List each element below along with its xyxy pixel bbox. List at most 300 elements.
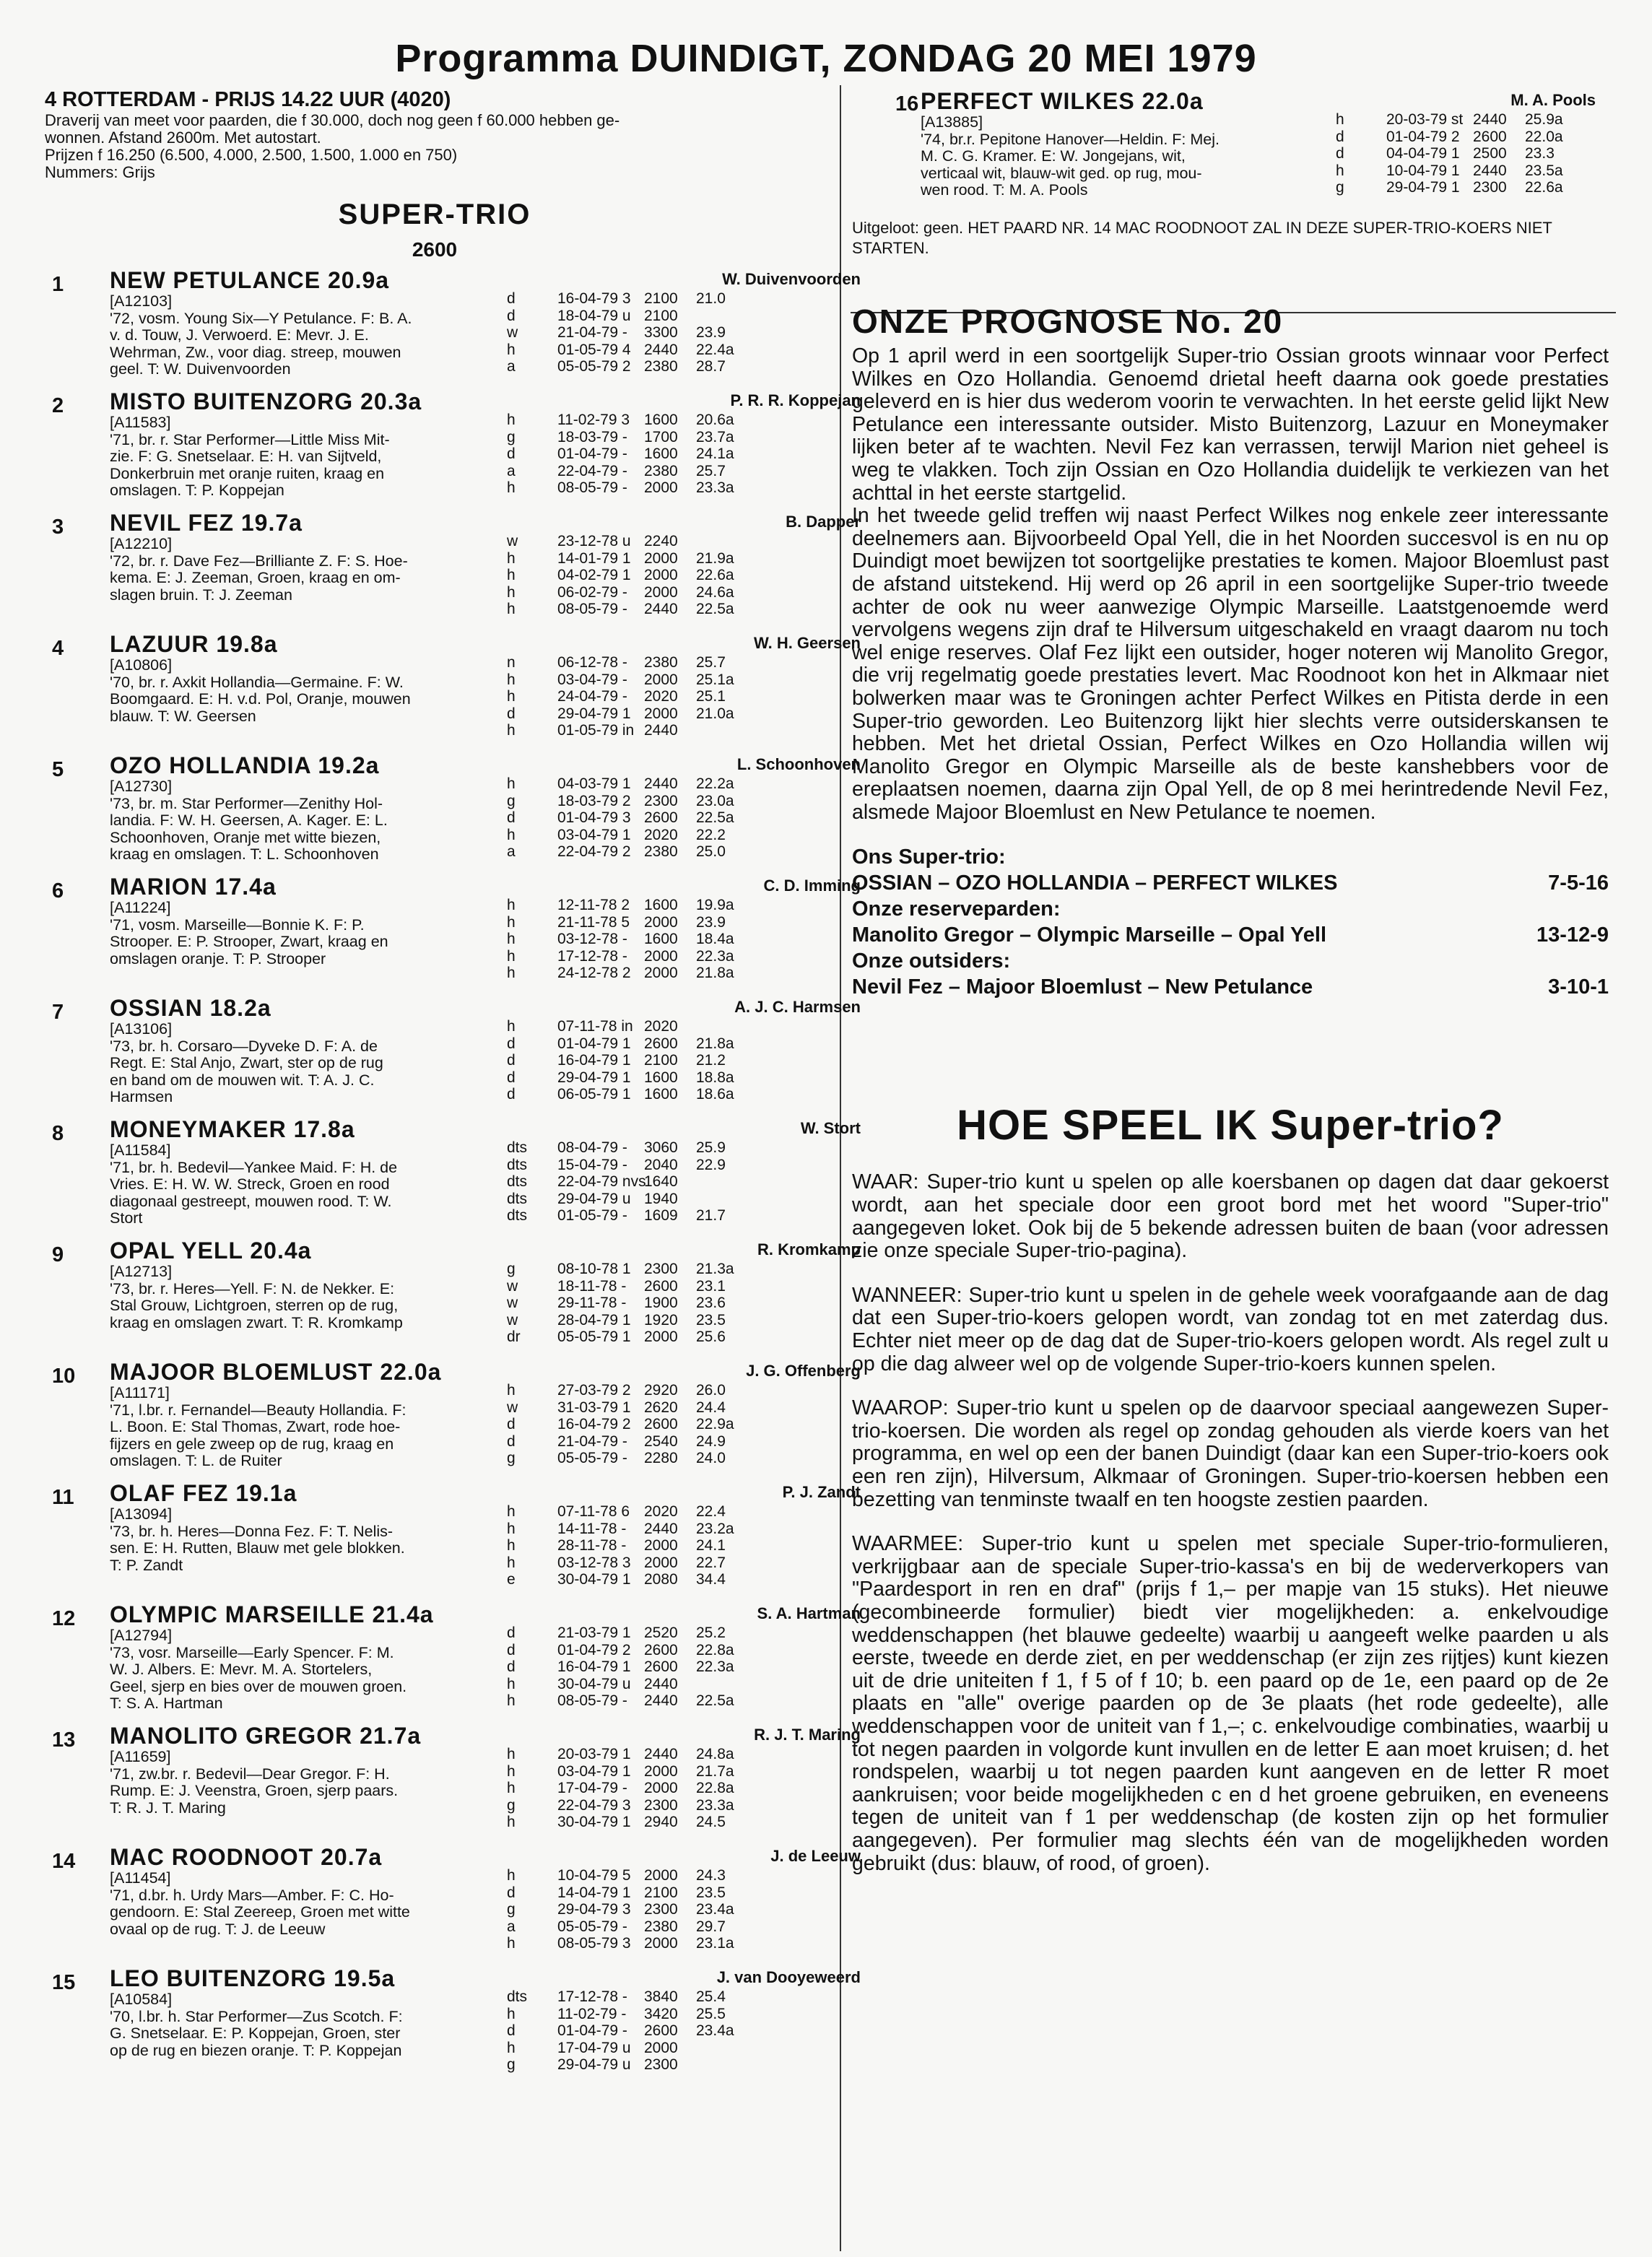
entry-row bbox=[45, 1238, 861, 1359]
description-line: '72, br. r. Dave Fez—Brilliante Z. F: S. Hoe- bbox=[110, 552, 408, 570]
performance-row bbox=[507, 2040, 754, 2057]
race-time: 20.6a bbox=[696, 412, 734, 428]
entry-row bbox=[45, 752, 861, 874]
column-divider bbox=[840, 85, 841, 2251]
race-distance: 2020 bbox=[644, 826, 678, 843]
race-distance: 2300 bbox=[1473, 179, 1507, 196]
track-code: h bbox=[507, 583, 516, 601]
description-line: '73, br. m. Star Performer—Zenithy Hol- bbox=[110, 794, 383, 812]
race-date-place: 05-05-79 - bbox=[557, 1918, 627, 1935]
entry-row bbox=[45, 1965, 861, 2087]
description-line: [A12794] bbox=[110, 1627, 173, 1644]
track-code: h bbox=[507, 1537, 516, 1554]
horse-description bbox=[110, 1506, 536, 1574]
race-date-place: 14-11-78 - bbox=[557, 1520, 627, 1537]
track-code: d bbox=[507, 1432, 516, 1450]
race-distance: 2000 bbox=[644, 1537, 678, 1554]
race-title: 4 ROTTERDAM - PRIJS 14.22 UUR (4020) bbox=[45, 88, 451, 111]
driver-name: R. Kromkamp bbox=[757, 1240, 861, 1258]
race-time: 21.2 bbox=[696, 1052, 726, 1069]
race-condition-line: Draverij van meet voor paarden, die f 30.000, doch nog geen f 60.000 hebben ge- bbox=[45, 111, 620, 129]
entry-number: 15 bbox=[52, 1971, 76, 1994]
race-date-place: 16-04-79 3 bbox=[557, 290, 631, 307]
race-time: 24.1a bbox=[696, 445, 734, 462]
horse-description bbox=[110, 657, 536, 725]
performance-row bbox=[507, 308, 754, 325]
race-distance: 2300 bbox=[644, 2056, 678, 2073]
driver-name: A. J. C. Harmsen bbox=[734, 998, 861, 1016]
race-date-place: 29-04-79 1 bbox=[1386, 179, 1460, 196]
performance-row bbox=[507, 843, 754, 861]
race-time: 18.8a bbox=[696, 1069, 734, 1086]
track-code: h bbox=[507, 1867, 516, 1884]
driver-name: W. Duivenvoorden bbox=[722, 270, 861, 288]
race-date-place: 17-12-78 - bbox=[557, 1988, 627, 2005]
race-distance: 2000 bbox=[644, 913, 678, 931]
performance-table bbox=[507, 412, 754, 497]
horse-name: OZO HOLLANDIA 19.2a bbox=[110, 752, 380, 778]
track-code: h bbox=[507, 1554, 516, 1571]
description-line: gendoorn. E: Stal Zeereep, Groen met witte bbox=[110, 1903, 410, 1921]
race-time: 22.3a bbox=[696, 947, 734, 965]
race-distance: 2000 bbox=[644, 965, 678, 981]
left-column bbox=[45, 88, 861, 2087]
race-time: 23.1a bbox=[696, 1935, 734, 1952]
performance-row bbox=[1336, 179, 1583, 196]
performance-row bbox=[507, 1191, 754, 1208]
performance-row bbox=[507, 775, 754, 793]
race-date-place: 27-03-79 2 bbox=[557, 1382, 631, 1399]
performance-row bbox=[507, 1867, 754, 1884]
race-time: 23.5 bbox=[696, 1884, 726, 1901]
horse-description bbox=[110, 900, 536, 967]
race-distance: 2300 bbox=[644, 1901, 678, 1918]
track-code: g bbox=[507, 1450, 516, 1466]
track-code: h bbox=[507, 567, 516, 583]
race-date-place: 03-04-79 1 bbox=[557, 1762, 631, 1780]
track-code: w bbox=[507, 324, 518, 341]
track-code: a bbox=[507, 1918, 516, 1935]
track-code: h bbox=[507, 671, 516, 688]
race-date-place: 18-11-78 - bbox=[557, 1277, 627, 1295]
pick-numbers: 13-12-9 bbox=[1536, 923, 1609, 947]
track-code: g bbox=[507, 1901, 516, 1918]
race-distance: 2100 bbox=[644, 307, 678, 324]
race-distance: 1900 bbox=[644, 1295, 678, 1311]
performance-row bbox=[507, 324, 754, 342]
race-date-place: 04-04-79 1 bbox=[1386, 145, 1460, 162]
performance-table bbox=[1336, 111, 1583, 196]
performance-table bbox=[507, 775, 754, 861]
race-distance: 2440 bbox=[1473, 111, 1507, 128]
horse-name: MONEYMAKER 17.8a bbox=[110, 1116, 355, 1142]
performance-row bbox=[507, 827, 754, 844]
race-date-place: 01-05-79 4 bbox=[557, 341, 631, 358]
horse-name: LEO BUITENZORG 19.5a bbox=[110, 1965, 396, 1991]
description-line: '73, br. h. Corsaro—Dyveke D. F: A. de bbox=[110, 1037, 378, 1055]
race-distance: 2440 bbox=[644, 1692, 678, 1709]
race-date-place: 21-04-79 - bbox=[557, 324, 627, 341]
description-line: [A11583] bbox=[110, 414, 171, 431]
description-line: [A13094] bbox=[110, 1505, 173, 1523]
performance-table bbox=[507, 1382, 754, 1467]
entry-number: 4 bbox=[52, 637, 64, 660]
track-code: n bbox=[507, 654, 516, 671]
description-line: [A11454] bbox=[110, 1869, 171, 1887]
horse-description bbox=[110, 1385, 536, 1470]
track-code: h bbox=[507, 1018, 516, 1035]
description-line: Stal Grouw, Lichtgroen, sterren op de rug, bbox=[110, 1297, 399, 1314]
race-distance: 2920 bbox=[644, 1382, 678, 1399]
race-time bbox=[696, 2056, 754, 2074]
race-date-place: 18-04-79 u bbox=[557, 307, 631, 324]
race-date-place: 01-05-79 - bbox=[557, 1207, 627, 1224]
performance-row bbox=[507, 1018, 754, 1035]
description-line: en band om de mouwen wit. T: A. J. C. bbox=[110, 1071, 375, 1089]
race-date-place: 28-04-79 1 bbox=[557, 1311, 631, 1328]
performance-row bbox=[507, 1918, 754, 1936]
description-line: '71, zw.br. r. Bedevil—Dear Gregor. F: H. bbox=[110, 1765, 390, 1783]
track-code: h bbox=[1336, 162, 1344, 179]
race-date-place: 06-05-79 1 bbox=[557, 1086, 631, 1103]
track-code: g bbox=[507, 1261, 516, 1277]
performance-row bbox=[507, 722, 754, 739]
race-time: 25.7 bbox=[696, 654, 726, 671]
entry-row bbox=[45, 1359, 861, 1480]
performance-row bbox=[507, 533, 754, 550]
race-time: 25.9 bbox=[696, 1139, 726, 1156]
race-distance: 2540 bbox=[644, 1432, 678, 1450]
track-code: h bbox=[507, 965, 516, 981]
track-code: h bbox=[1336, 111, 1344, 128]
description-line: Regt. E: Stal Anjo, Zwart, ster op de rug bbox=[110, 1054, 383, 1071]
track-code: dts bbox=[507, 1173, 528, 1190]
performance-row bbox=[507, 1139, 754, 1157]
race-time: 22.4 bbox=[696, 1503, 726, 1520]
track-code: h bbox=[507, 1762, 516, 1780]
description-line: diagonaal gestreept, mouwen rood. T: W. bbox=[110, 1192, 392, 1210]
race-distance: 3060 bbox=[644, 1139, 678, 1156]
race-time: 26.0 bbox=[696, 1382, 726, 1399]
driver-name: L. Schoonhoven bbox=[736, 755, 861, 773]
race-distance: 1600 bbox=[644, 897, 678, 913]
track-code: w bbox=[507, 1277, 518, 1295]
race-time: 22.8a bbox=[696, 1780, 734, 1796]
race-date-place: 16-04-79 2 bbox=[557, 1416, 631, 1432]
race-date-place: 30-04-79 1 bbox=[557, 1571, 631, 1588]
track-code: h bbox=[507, 1746, 516, 1762]
entry-number: 9 bbox=[52, 1243, 64, 1266]
horse-name: MAJOOR BLOEMLUST 22.0a bbox=[110, 1359, 442, 1385]
race-date-place: 22-04-79 3 bbox=[557, 1796, 631, 1814]
pick-row bbox=[852, 922, 1609, 948]
description-line: W. J. Albers. E: Mevr. M. A. Stortelers, bbox=[110, 1661, 373, 1678]
description-line: Wehrman, Zw., voor diag. streep, mouwen bbox=[110, 343, 401, 361]
track-code: d bbox=[507, 1641, 516, 1658]
race-time: 21.7a bbox=[696, 1762, 734, 1780]
pick-label: Onze reserveparden: bbox=[852, 897, 1061, 921]
race-time: 24.5 bbox=[696, 1814, 726, 1830]
race-time: 25.1a bbox=[696, 671, 734, 688]
race-date-place: 01-04-79 2 bbox=[557, 1641, 631, 1658]
driver-name: J. van Dooyeweerd bbox=[716, 1968, 861, 1986]
entry-row bbox=[45, 874, 861, 995]
race-time: 23.1 bbox=[696, 1277, 726, 1295]
description-line: Donkerbruin met oranje ruiten, kraag en bbox=[110, 464, 385, 482]
track-code: h bbox=[507, 1675, 516, 1692]
performance-row bbox=[507, 342, 754, 359]
performance-row bbox=[507, 1935, 754, 1952]
track-code: h bbox=[507, 931, 516, 947]
description-line: fijzers en gele zweep op de rug, kraag en bbox=[110, 1435, 394, 1453]
track-code: d bbox=[507, 1884, 516, 1901]
horse-name: OPAL YELL 20.4a bbox=[110, 1238, 312, 1264]
race-date-place: 08-04-79 - bbox=[557, 1139, 627, 1156]
race-time: 24.1 bbox=[696, 1537, 726, 1554]
race-distance: 2000 bbox=[644, 1867, 678, 1884]
pick-label: Ons Super-trio: bbox=[852, 845, 1006, 869]
race-distance: 1700 bbox=[644, 428, 678, 445]
race-distance: 2240 bbox=[644, 533, 678, 549]
description-line: Harmsen bbox=[110, 1088, 173, 1105]
race-time: 22.5a bbox=[696, 809, 734, 826]
race-time bbox=[696, 1173, 754, 1191]
horse-description bbox=[110, 1749, 536, 1817]
race-time: 21.8a bbox=[696, 965, 734, 981]
race-distance: 2600 bbox=[644, 1416, 678, 1432]
description-line: [A12730] bbox=[110, 778, 173, 795]
performance-row bbox=[507, 1035, 754, 1053]
description-line: ovaal op de rug. T: J. de Leeuw bbox=[110, 1920, 326, 1938]
race-time: 21.0 bbox=[696, 290, 726, 307]
horse-name: OLYMPIC MARSEILLE 21.4a bbox=[110, 1601, 434, 1627]
horse-name: NEVIL FEZ 19.7a bbox=[110, 510, 303, 536]
track-code: g bbox=[507, 1796, 516, 1814]
driver-name: P. R. R. Koppejan bbox=[730, 391, 861, 409]
track-code: h bbox=[507, 601, 516, 617]
race-time: 23.3a bbox=[696, 479, 734, 496]
performance-row bbox=[507, 290, 754, 308]
race-date-place: 04-02-79 1 bbox=[557, 567, 631, 583]
performance-row bbox=[507, 1884, 754, 1902]
race-date-place: 07-11-78 6 bbox=[557, 1503, 630, 1520]
race-time: 21.7 bbox=[696, 1207, 726, 1224]
race-date-place: 31-03-79 1 bbox=[557, 1399, 631, 1416]
entry-row bbox=[45, 1480, 861, 1601]
race-time: 23.5a bbox=[1525, 162, 1563, 179]
race-date-place: 22-04-79 - bbox=[557, 462, 627, 479]
race-distance: 2000 bbox=[644, 1780, 678, 1796]
entry-row bbox=[45, 1723, 861, 1844]
race-distance: 1920 bbox=[644, 1311, 678, 1328]
track-code: dts bbox=[507, 1190, 528, 1207]
race-distance: 2380 bbox=[644, 843, 678, 860]
race-distance: 1600 bbox=[644, 1069, 678, 1086]
race-date-place: 16-04-79 1 bbox=[557, 1658, 631, 1675]
track-code: w bbox=[507, 533, 518, 549]
race-date-place: 30-04-79 u bbox=[557, 1675, 631, 1692]
horse-description bbox=[110, 414, 536, 500]
performance-table bbox=[507, 1503, 754, 1588]
track-code: d bbox=[507, 1035, 516, 1052]
race-time: 21.8a bbox=[696, 1035, 734, 1052]
performance-row bbox=[507, 1157, 754, 1174]
horse-description bbox=[110, 1991, 536, 2059]
race-date-place: 17-04-79 - bbox=[557, 1780, 627, 1796]
race-distance: 2080 bbox=[644, 1571, 678, 1588]
race-distance: 1600 bbox=[644, 931, 678, 947]
race-date-place: 29-04-79 3 bbox=[557, 1901, 631, 1918]
performance-row bbox=[507, 1503, 754, 1521]
race-date-place: 29-04-79 u bbox=[557, 1190, 631, 1207]
race-date-place: 01-04-79 - bbox=[557, 445, 627, 462]
race-date-place: 29-04-79 1 bbox=[557, 1069, 631, 1086]
performance-table bbox=[507, 1867, 754, 1952]
pick-horses: Manolito Gregor – Olympic Marseille – Opal Yell bbox=[852, 923, 1327, 947]
race-date-place: 18-03-79 2 bbox=[557, 792, 631, 809]
performance-table bbox=[507, 1018, 754, 1103]
race-time: 25.9a bbox=[1525, 111, 1563, 128]
description-line: [A10806] bbox=[110, 656, 173, 674]
race-date-place: 03-04-79 - bbox=[557, 671, 627, 688]
description-line: Rump. E: J. Veenstra, Groen, sjerp paars. bbox=[110, 1782, 399, 1799]
race-distance: 2020 bbox=[644, 688, 678, 705]
driver-name: R. J. T. Maring bbox=[754, 1726, 861, 1744]
performance-row bbox=[507, 1814, 754, 1831]
entry-number: 12 bbox=[52, 1607, 76, 1630]
description-line: [A10584] bbox=[110, 1991, 173, 2008]
race-date-place: 28-11-78 - bbox=[557, 1537, 627, 1554]
race-time: 18.6a bbox=[696, 1086, 734, 1103]
race-date-place: 22-04-79 2 bbox=[557, 843, 631, 860]
race-time: 22.5a bbox=[696, 1692, 734, 1709]
race-distance: 3300 bbox=[644, 324, 678, 341]
race-distance: 2000 bbox=[644, 671, 678, 688]
description-line: kraag en omslagen. T: L. Schoonhoven bbox=[110, 845, 379, 863]
race-date-place: 06-02-79 - bbox=[557, 583, 627, 601]
entry-number: 16 bbox=[895, 92, 919, 116]
race-date-place: 05-05-79 1 bbox=[557, 1328, 631, 1345]
race-time bbox=[696, 533, 754, 550]
horse-name: MAC ROODNOOT 20.7a bbox=[110, 1844, 383, 1870]
race-time: 23.0a bbox=[696, 792, 734, 809]
race-numbers-line: Nummers: Grijs bbox=[45, 163, 155, 181]
description-line: Boomgaard. E: H. v.d. Pol, Oranje, mouwen bbox=[110, 690, 411, 708]
horse-name: PERFECT WILKES 22.0a bbox=[921, 88, 1204, 114]
driver-name: P. J. Zandt bbox=[782, 1483, 861, 1501]
description-line: kema. E: J. Zeeman, Groen, kraag en om- bbox=[110, 569, 401, 586]
race-time: 25.4 bbox=[696, 1988, 726, 2005]
race-time: 25.0 bbox=[696, 843, 726, 860]
race-distance: 2440 bbox=[644, 341, 678, 358]
description-line: [A13106] bbox=[110, 1020, 173, 1038]
race-distance: 2040 bbox=[644, 1156, 678, 1173]
pick-horses: Nevil Fez – Majoor Bloemlust – New Petulance bbox=[852, 975, 1313, 999]
race-time: 23.9 bbox=[696, 913, 726, 931]
performance-table bbox=[507, 654, 754, 739]
race-distance: 1940 bbox=[644, 1190, 678, 1207]
race-time: 24.6a bbox=[696, 583, 734, 601]
race-date-place: 01-04-79 3 bbox=[557, 809, 631, 826]
description-line: [A13885] bbox=[921, 113, 983, 131]
race-distance: 3420 bbox=[644, 2005, 678, 2022]
description-line: kraag en omslagen zwart. T: R. Kromkamp bbox=[110, 1313, 403, 1331]
performance-row bbox=[507, 965, 754, 982]
performance-row bbox=[507, 897, 754, 914]
howto-paragraph-wanneer: WANNEER: Super-trio kunt u spelen in de gehele week voorafgaande aan de dag dat een Super-trio-koers gelopen wordt, van zondag tot en met zaterdag dus. Echter niet meer op de dag dat de Super-trio-koers gelopen wordt. Als regel zult u op die dag alweer wel op de volgende Super-trio-koers kunnen spelen. bbox=[852, 1283, 1609, 1375]
performance-row bbox=[507, 2056, 754, 2074]
race-distance: 2600 bbox=[644, 809, 678, 826]
entry-row bbox=[45, 1844, 861, 1965]
track-code: h bbox=[507, 1935, 516, 1952]
race-distance: 2280 bbox=[644, 1450, 678, 1466]
race-time: 23.3a bbox=[696, 1796, 734, 1814]
race-distance: 2600 bbox=[644, 1641, 678, 1658]
race-distance: 2000 bbox=[644, 705, 678, 722]
race-time: 22.2a bbox=[696, 775, 734, 792]
track-code: a bbox=[507, 358, 516, 375]
track-code: a bbox=[507, 462, 516, 479]
track-code: h bbox=[507, 2039, 516, 2056]
race-date-place: 08-05-79 3 bbox=[557, 1935, 631, 1952]
race-distance: 2000 bbox=[644, 1762, 678, 1780]
performance-row bbox=[507, 1295, 754, 1312]
race-distance: 2380 bbox=[644, 1918, 678, 1935]
description-line: slagen bruin. T: J. Zeeman bbox=[110, 586, 292, 604]
race-date-place: 10-04-79 5 bbox=[557, 1867, 631, 1884]
entry-row bbox=[45, 995, 861, 1116]
track-code: h bbox=[507, 947, 516, 965]
race-date-place: 01-04-79 2 bbox=[1386, 128, 1460, 145]
track-code: g bbox=[1336, 179, 1344, 196]
description-line: '71, br. h. Bedevil—Yankee Maid. F: H. de bbox=[110, 1158, 398, 1176]
race-time: 22.9 bbox=[696, 1156, 726, 1173]
entry-number: 10 bbox=[52, 1365, 76, 1388]
performance-row bbox=[507, 550, 754, 567]
horse-description bbox=[110, 1021, 536, 1106]
race-date-place: 22-04-79 nvs bbox=[557, 1173, 646, 1190]
description-line: T: P. Zandt bbox=[110, 1556, 183, 1574]
track-code: d bbox=[507, 1625, 516, 1641]
horse-name: MISTO BUITENZORG 20.3a bbox=[110, 388, 422, 414]
performance-row bbox=[507, 1450, 754, 1467]
performance-row bbox=[507, 1416, 754, 1433]
entry-number: 14 bbox=[52, 1850, 76, 1873]
race-date-place: 15-04-79 - bbox=[557, 1156, 627, 1173]
performance-row bbox=[507, 1988, 754, 2006]
track-code: h bbox=[507, 688, 516, 705]
entry-row bbox=[45, 1116, 861, 1238]
pick-numbers: 3-10-1 bbox=[1548, 975, 1609, 999]
description-line: '70, br. r. Axkit Hollandia—Germaine. F: W. bbox=[110, 673, 404, 691]
performance-row bbox=[507, 2022, 754, 2040]
performance-row bbox=[507, 445, 754, 463]
performance-row bbox=[507, 1399, 754, 1417]
description-line: Vries. E: H. W. W. Streck, Groen en rood bbox=[110, 1175, 390, 1193]
howto-paragraph-waarmee: WAARMEE: Super-trio kunt u spelen met speciale Super-trio-formulieren, verkrijgbaar aan de speciale Super-trio-kassa's en bij de wederverkopers van "Paardesport in ren en draf" (prijs f 1,– per mapje van 15 stuks). Het nieuwe (gecombineerde formulier) biedt vier mogelijkheden: a. enkelvoudige weddenschappen (het blauwe gedeelte) waarbij u aangeeft welke paarden u als eerste, tweede en derde ziet, en per weddenschap (er zijn zes rijtjes) kunt kiezen uit de drie uniteiten f 1, f 5 of f 10; b. een paard op de 1e, een paard op de 2e plaats en "alle" overige paarden op de 3e plaats (het rode gedeelte), alle weddenschappen voor de uniteit van f 1,–; c. enkelvoudige combinaties, waarbij u tot negen paarden in volgorde kunt invullen en de letter E aan moet kruisen; d. het rondspelen, waarbij u tot negen paarden kunt aangeven en de letter R moet aankruisen; voor beide mogelijkheden c en d het groene gebruiken, en eveneens tegen de uniteit van f 1 per weddenschap (de kosten zijn op het formulier aangegeven). Per formulier mag slechts één van de mogelijkheden worden gebruikt (dus: blauw, of rood, of groen). bbox=[852, 1532, 1609, 1875]
description-line: '73, br. r. Heres—Yell. F: N. de Nekker. E: bbox=[110, 1279, 395, 1297]
track-code: h bbox=[507, 913, 516, 931]
track-code: d bbox=[507, 809, 516, 826]
performance-row bbox=[507, 1086, 754, 1103]
race-date-place: 08-10-78 1 bbox=[557, 1261, 631, 1277]
performance-row bbox=[507, 567, 754, 584]
race-date-place: 21-11-78 5 bbox=[557, 913, 630, 931]
description-line: blauw. T: W. Geersen bbox=[110, 707, 256, 725]
race-time: 22.3a bbox=[696, 1658, 734, 1675]
race-date-place: 23-12-78 u bbox=[557, 533, 631, 549]
performance-table bbox=[507, 1746, 754, 1831]
